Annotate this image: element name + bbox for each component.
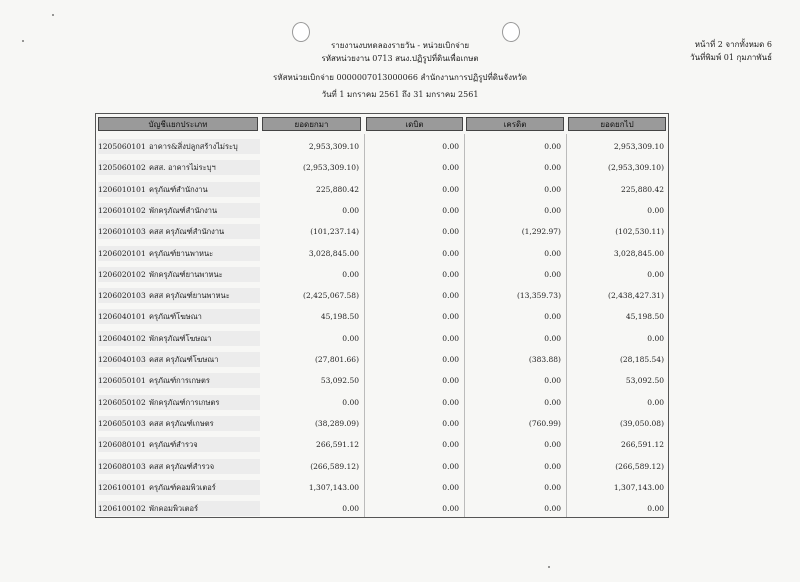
account-code-cell: 1206040102 <box>98 333 146 343</box>
account-code-cell: 1206080103 <box>98 461 146 471</box>
brought-forward-cell: 2,953,309.10 <box>308 142 359 151</box>
account-code-cell: 1206040103 <box>98 355 146 364</box>
column-header-carried-forward: ยอดยกไป <box>568 117 666 131</box>
debit-cell: 0.00 <box>442 504 459 514</box>
date-range-line: วันที่ 1 มกราคม 2561 ถึง 31 มกราคม 2561 <box>321 90 479 99</box>
brought-forward-cell: 45,198.50 <box>320 312 359 322</box>
debit-cell: 0.00 <box>442 397 459 407</box>
account-code-cell: 1206020103 <box>98 291 146 301</box>
table-row <box>96 306 668 327</box>
punch-hole-right <box>502 22 520 42</box>
account-name-cell: ครุภัณฑ์สำนักงาน <box>149 184 208 194</box>
account-name-cell: ครุภัณฑ์ยานพาหนะ <box>149 248 214 258</box>
debit-cell: 0.00 <box>442 205 459 215</box>
report-title: รายงานงบทดลองรายวัน - หน่วยเบิกจ่าย <box>330 41 470 50</box>
column-header-brought-forward: ยอดยกมา <box>262 117 361 131</box>
carried-forward-cell: 0.00 <box>647 504 664 514</box>
credit-cell: 0.00 <box>544 269 561 279</box>
credit-cell: (383.88) <box>528 355 561 364</box>
account-code-cell: 1206050101 <box>98 376 146 386</box>
credit-cell: 0.00 <box>544 248 561 258</box>
debit-cell: 0.00 <box>442 291 459 301</box>
credit-cell: 0.00 <box>544 184 561 194</box>
carried-forward-cell: 0.00 <box>647 269 664 279</box>
debit-cell: 0.00 <box>442 355 459 364</box>
table-row <box>96 456 668 477</box>
brought-forward-cell: 0.00 <box>342 397 359 407</box>
brought-forward-cell: 0.00 <box>342 504 359 514</box>
carried-forward-cell: 0.00 <box>647 397 664 407</box>
carried-forward-cell: (102,530.11) <box>615 227 664 237</box>
account-name-cell: พักครุภัณฑ์สำนักงาน <box>149 205 218 215</box>
credit-cell: 0.00 <box>544 205 561 215</box>
brought-forward-cell: (27,801.66) <box>314 355 359 364</box>
brought-forward-cell: (101,237.14) <box>310 227 359 237</box>
brought-forward-cell: 3,028,845.00 <box>308 248 359 258</box>
credit-cell: 0.00 <box>544 163 561 173</box>
table-row <box>96 221 668 242</box>
account-name-cell: คสส. อาคารไม่ระบุฯ <box>149 163 216 173</box>
scan-speck <box>52 14 54 16</box>
account-name-cell: พักครุภัณฑ์การเกษตร <box>149 397 220 407</box>
debit-cell: 0.00 <box>442 312 459 322</box>
brought-forward-cell: 53,092.50 <box>320 376 359 386</box>
account-name-cell: พักครุภัณฑ์ยานพาหนะ <box>149 269 223 279</box>
account-name-cell: ครุภัณฑ์คอมพิวเตอร์ <box>149 482 216 492</box>
table-row <box>96 285 668 306</box>
debit-cell: 0.00 <box>442 440 459 450</box>
credit-cell: (13,359.73) <box>516 291 561 301</box>
table-row <box>96 136 668 157</box>
print-date: วันที่พิมพ์ 01 กุมภาพันธ์ <box>690 53 772 62</box>
account-code-cell: 1206020102 <box>98 269 146 279</box>
credit-cell: (760.99) <box>528 418 561 428</box>
brought-forward-cell: (38,289.09) <box>314 418 359 428</box>
table-row <box>96 328 668 349</box>
credit-cell: 0.00 <box>544 397 561 407</box>
table-row <box>96 349 668 370</box>
table-header <box>96 114 668 134</box>
carried-forward-cell: (266,589.12) <box>615 461 664 471</box>
carried-forward-cell: (28,185.54) <box>619 355 664 364</box>
debit-cell: 0.00 <box>442 269 459 279</box>
carried-forward-cell: (2,953,309.10) <box>608 163 664 173</box>
carried-forward-cell: 53,092.50 <box>625 376 664 386</box>
table-row <box>96 392 668 413</box>
account-name-cell: คสส ครุภัณฑ์สำนักงาน <box>149 227 225 237</box>
brought-forward-cell: 0.00 <box>342 205 359 215</box>
table-row <box>96 243 668 264</box>
debit-cell: 0.00 <box>442 418 459 428</box>
debit-cell: 0.00 <box>442 163 459 173</box>
carried-forward-cell: 266,591.12 <box>621 440 664 450</box>
account-name-cell: คสส ครุภัณฑ์ยานพาหนะ <box>149 291 230 301</box>
debit-cell: 0.00 <box>442 248 459 258</box>
credit-cell: 0.00 <box>544 333 561 343</box>
account-code-cell: 1206050103 <box>98 418 146 428</box>
brought-forward-cell: 266,591.12 <box>316 440 359 450</box>
carried-forward-cell: (2,438,427.31) <box>608 291 664 301</box>
carried-forward-cell: 1,307,143.00 <box>613 482 664 492</box>
column-header-account: บัญชีแยกประเภท <box>98 117 258 131</box>
brought-forward-cell: 0.00 <box>342 269 359 279</box>
account-name-cell: คสส ครุภัณฑ์โฆษณา <box>149 355 219 364</box>
account-code-cell: 1206040101 <box>98 312 146 322</box>
account-name-cell: ครุภัณฑ์โฆษณา <box>149 312 202 322</box>
account-code-cell: 1205060101 <box>98 142 146 151</box>
account-code-cell: 1206100102 <box>98 504 146 514</box>
carried-forward-cell: 3,028,845.00 <box>613 248 664 258</box>
column-header-debit: เดบิต <box>366 117 463 131</box>
brought-forward-cell: (266,589.12) <box>310 461 359 471</box>
debit-cell: 0.00 <box>442 184 459 194</box>
debit-cell: 0.00 <box>442 482 459 492</box>
brought-forward-cell: 1,307,143.00 <box>308 482 359 492</box>
table-row <box>96 157 668 178</box>
credit-cell: 0.00 <box>544 482 561 492</box>
account-name-cell: อาคาร&สิ่งปลูกสร้างไม่ระบุ <box>149 142 238 151</box>
carried-forward-cell: (39,050.08) <box>619 418 664 428</box>
credit-cell: 0.00 <box>544 504 561 514</box>
table-row <box>96 370 668 391</box>
credit-cell: 0.00 <box>544 440 561 450</box>
carried-forward-cell: 0.00 <box>647 333 664 343</box>
table-row <box>96 434 668 455</box>
account-code-cell: 1206010101 <box>98 184 146 194</box>
column-header-credit: เครดิต <box>466 117 564 131</box>
carried-forward-cell: 0.00 <box>647 205 664 215</box>
account-code-cell: 1206080101 <box>98 440 146 450</box>
credit-cell: (1,292.97) <box>521 227 561 237</box>
carried-forward-cell: 225,880.42 <box>621 184 664 194</box>
agency-code-line: รหัสหน่วยงาน 0713 สนง.ปฏิรูปที่ดินเพื่อเกษต <box>321 54 479 63</box>
account-name-cell: คสส ครุภัณฑ์เกษตร <box>149 418 214 428</box>
table-row <box>96 477 668 498</box>
credit-cell: 0.00 <box>544 312 561 322</box>
debit-cell: 0.00 <box>442 461 459 471</box>
punch-hole-left <box>292 22 310 42</box>
credit-cell: 0.00 <box>544 142 561 151</box>
debit-cell: 0.00 <box>442 376 459 386</box>
debit-cell: 0.00 <box>442 333 459 343</box>
brought-forward-cell: 0.00 <box>342 333 359 343</box>
account-name-cell: คสส ครุภัณฑ์สำรวจ <box>149 461 215 471</box>
credit-cell: 0.00 <box>544 376 561 386</box>
page-number: หน้าที่ 2 จากทั้งหมด 6 <box>694 40 772 49</box>
account-code-cell: 1206010102 <box>98 205 146 215</box>
account-code-cell: 1206100101 <box>98 482 146 492</box>
account-name-cell: ครุภัณฑ์การเกษตร <box>149 376 210 386</box>
brought-forward-cell: (2,953,309.10) <box>303 163 359 173</box>
account-name-cell: พักครุภัณฑ์โฆษณา <box>149 333 212 343</box>
account-name-cell: พักคอมพิวเตอร์ <box>149 504 199 514</box>
ledger-table <box>95 113 669 518</box>
account-name-cell: ครุภัณฑ์สำรวจ <box>149 440 198 450</box>
carried-forward-cell: 2,953,309.10 <box>613 142 664 151</box>
table-row <box>96 264 668 285</box>
account-code-cell: 1205060102 <box>98 163 146 173</box>
debit-cell: 0.00 <box>442 142 459 151</box>
table-row <box>96 200 668 221</box>
credit-cell: 0.00 <box>544 461 561 471</box>
brought-forward-cell: (2,425,067.58) <box>303 291 359 301</box>
disbursement-unit-line: รหัสหน่วยเบิกจ่าย 0000007013000066 สำนักงานการปฏิรูปที่ดินจังหวัด <box>273 73 527 82</box>
debit-cell: 0.00 <box>442 227 459 237</box>
table-row <box>96 413 668 434</box>
table-row <box>96 498 668 519</box>
scan-speck <box>548 566 550 568</box>
account-code-cell: 1206050102 <box>98 397 146 407</box>
account-code-cell: 1206020101 <box>98 248 146 258</box>
report-header <box>0 40 800 101</box>
brought-forward-cell: 225,880.42 <box>316 184 359 194</box>
carried-forward-cell: 45,198.50 <box>625 312 664 322</box>
page-info <box>690 38 772 64</box>
table-row <box>96 179 668 200</box>
account-code-cell: 1206010103 <box>98 227 146 237</box>
